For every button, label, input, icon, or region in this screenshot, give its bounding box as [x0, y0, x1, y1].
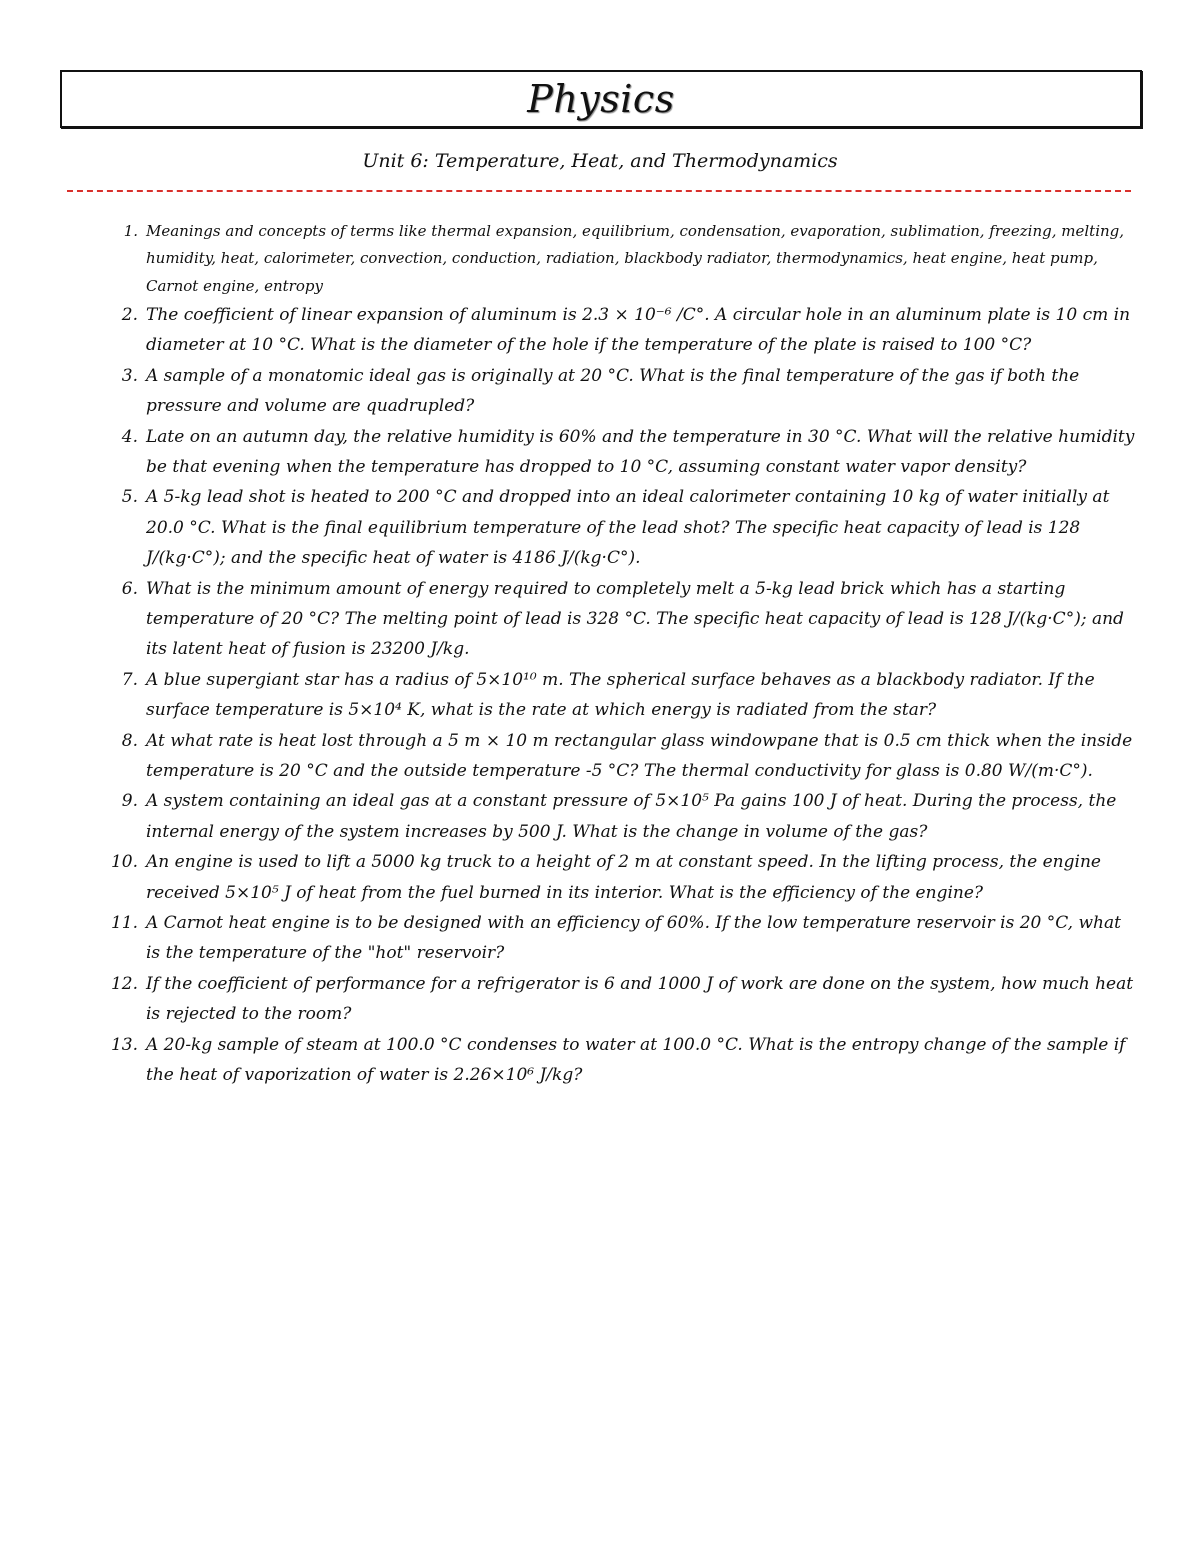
question-text: A sample of a monatomic ideal gas is originally at 20 °C. What is the final temperature of the gas if both the pressure and volume are quadrupled? [146, 365, 1080, 417]
question-text: A Carnot heat engine is to be designed with an efficiency of 60%. If the low temperature reservoir is 20 °C, what is the temperature of the "hot" reservoir? [146, 913, 1121, 964]
question-text: The coefficient of linear expansion of aluminum is 2.3 × 10⁻⁶ /C°. A circular hole in an aluminum plate is 10 cm in diameter at 10 °C. What is the diameter of the hole if the temperature of the plate is raised to 100 °C? [146, 304, 1131, 356]
question-text: A system containing an ideal gas at a constant pressure of 5×10⁵ Pa gains 100 J of heat. During the process, the internal energy of the system increases by 500 J. What is the change in volume of the gas? [146, 791, 1117, 842]
title-box [60, 70, 1142, 128]
question-item [100, 361, 1140, 422]
question-number: 2. [121, 304, 138, 325]
question-number: 1. [123, 222, 138, 240]
question-number: 3. [121, 365, 138, 386]
question-item [100, 908, 1140, 969]
question-number: 12. [110, 973, 138, 994]
question-text: A blue supergiant star has a radius of 5×10¹⁰ m. The spherical surface behaves as a blackbody radiator. If the surface temperature is 5×10⁴ K, what is the rate at which energy is radiated from the star? [146, 669, 1095, 721]
unit-subtitle: Unit 6: Temperature, Heat, and Thermodynamics [362, 150, 838, 172]
question-item [100, 726, 1140, 787]
question-item [100, 847, 1140, 908]
question-item [100, 422, 1140, 483]
question-text: If the coefficient of performance for a refrigerator is 6 and 1000 J of work are done on the system, how much heat is rejected to the room? [146, 973, 1134, 1025]
question-number: 7. [121, 669, 138, 690]
question-number: 9. [121, 791, 138, 812]
question-text: A 20-kg sample of steam at 100.0 °C condenses to water at 100.0 °C. What is the entropy change of the sample if the heat of vaporization of water is 2.26×10⁶ J/kg? [146, 1034, 1126, 1086]
question-item [100, 300, 1140, 361]
question-number: 10. [110, 852, 138, 873]
question-item [100, 218, 1140, 300]
dashed-divider [67, 190, 1131, 192]
question-item [100, 574, 1140, 665]
question-item [100, 1030, 1140, 1091]
question-item [100, 665, 1140, 726]
question-number: 5. [121, 487, 138, 508]
question-item [100, 786, 1140, 847]
question-number: 6. [121, 578, 138, 599]
question-number: 4. [121, 426, 138, 447]
question-text: Late on an autumn day, the relative humidity is 60% and the temperature in 30 °C. What will the relative humidity be that evening when the temperature has dropped to 10 °C, assuming constant water vapor density? [146, 426, 1135, 477]
question-number: 8. [121, 730, 138, 751]
question-text: At what rate is heat lost through a 5 m × 10 m rectangular glass windowpane that is 0.5 cm thick when the inside temperature is 20 °C and the outside temperature -5 °C? The thermal conductivity for glass is 0.80 W/(m·C°). [146, 730, 1133, 781]
question-item [100, 482, 1140, 573]
question-number: 11. [110, 913, 138, 934]
question-text: An engine is used to lift a 5000 kg truck to a height of 2 m at constant speed. In the lifting process, the engine received 5×10⁵ J of heat from the fuel burned in its interior. What is the efficiency of the engine? [146, 852, 1101, 903]
page-title: Physics [527, 77, 675, 121]
question-list [100, 218, 1140, 1090]
question-text: A 5-kg lead shot is heated to 200 °C and dropped into an ideal calorimeter containing 10 kg of water initially at 20.0 °C. What is the final equilibrium temperature of the lead shot? The specific heat capacity of lead is 128 J/(kg·C°); and the specific heat of water is 4186 J/(kg·C°). [146, 487, 1110, 569]
question-item [100, 969, 1140, 1030]
question-number: 13. [110, 1034, 138, 1055]
question-text: What is the minimum amount of energy required to completely melt a 5-kg lead brick which has a starting temperature of 20 °C? The melting point of lead is 328 °C. The specific heat capacity of lead is 128 J/(kg·C°); and its latent heat of fusion is 23200 J/kg. [146, 578, 1124, 660]
question-text: Meanings and concepts of terms like thermal expansion, equilibrium, condensation, evaporation, sublimation, freezing, melting, humidity, heat, calorimeter, convection, conduction, radiation, blackbody radiator, thermodynamics, heat engine, heat pump, Carnot engine, entropy [146, 222, 1125, 295]
